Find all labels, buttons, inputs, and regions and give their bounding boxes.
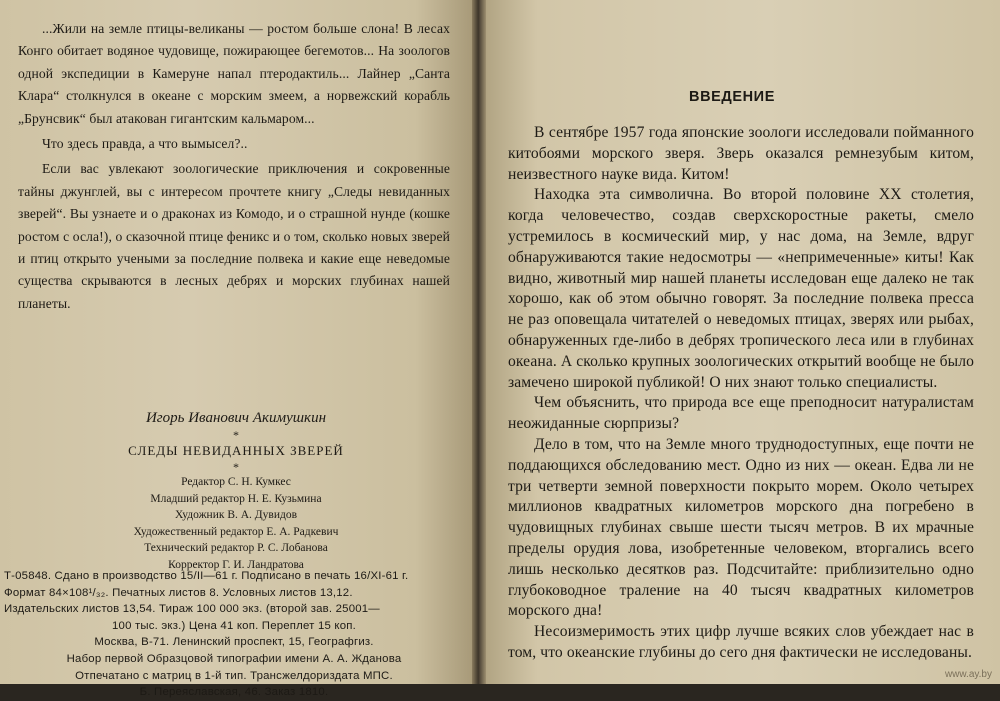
- intro-paragraph: Находка эта символична. Во второй половине XX столетия, когда человечество, создав сверхскоростные ракеты, смело устремилось в космический мир, у нас дома, на Земле, вдруг обнаруживаются такие недосмотры — «непримеченные» киты! Как видно, животный мир нашей планеты исследован еще далеко не так хорошо, как об этом обычно говорят. За последние полвека пресса не раз оповещала читателей о неведомых птицах, зверях или рыбах, обнаруженных где-либо в дебрях тропического леса или в глубинах океана. А сколько крупных зоологических открытий вообще не было замечено широкой публикой! О них знают только специалисты.: [508, 186, 974, 391]
- blurb-paragraph: Что здесь правда, а что вымысел?..: [42, 136, 248, 152]
- staff-credit: Корректор Г. И. Ландратова: [168, 558, 304, 571]
- colophon: [0, 408, 472, 573]
- imprint: [0, 568, 472, 701]
- intro-paragraph: Дело в том, что на Земле много труднодоступных, еще почти не поддающихся обследованию мест. Одно из них — океан. Едва ли не три четверти земной поверхности покрыто морем. Около четырех миллионов квадратных километров морского дна погребено в чудовищных глубинах свыше шести тысяч метров. В их мрачные пределы орудия лова, изобретенные человеком, вторгались всего лишь несколько десятков раз. Подсчитайте: приблизительно одно глубоководное траление на 40 тысяч квадратных километров морского дна!: [508, 435, 974, 620]
- staff-credit: Художник В. А. Дувидов: [174, 509, 298, 521]
- imprint-line: Формат 84×108¹/₃₂. Печатных листов 8. Условных листов 13,12.: [4, 586, 353, 599]
- introduction-text: [508, 123, 974, 664]
- imprint-line: Издательских листов 13,54. Тираж 100 000 экз. (второй зав. 25001—: [4, 603, 380, 616]
- separator-star: *: [233, 428, 239, 442]
- intro-paragraph: Чем объяснить, что природа все еще преподносит натуралистам неожиданные сюрпризы?: [508, 394, 974, 433]
- imprint-line: Отпечатано с матриц в 1-й тип. Трансжелдориздата МПС.: [75, 669, 393, 682]
- imprint-line: Москва, В-71. Ленинский проспект, 15, Географгиз.: [94, 636, 374, 649]
- author-name: Игорь Иванович Акимушкин: [145, 410, 327, 426]
- imprint-line: Т-05848. Сдано в производство 15/II—61 г. Подписано в печать 16/XI-61 г.: [4, 570, 409, 582]
- blurb-paragraph: ...Жили на земле птицы-великаны — ростом больше слона! В лесах Конго обитает водяное чудовище, пожирающее бегемотов... На зоологов одной экспедиции в Камеруне напал птеродактиль... Лайнер „Санта Клара“ столкнулся в океане с морским змеем, а норвежский корабль „Брунсвик“ был атакован гигантским кальмаром...: [18, 21, 450, 126]
- watermark: www.ay.by: [944, 669, 992, 680]
- intro-paragraph: В сентябре 1957 года японские зоологи исследовали пойманного китобоями морского зверя. Зверь оказался ремнезубым китом, неизвестного науке вида. Китом!: [508, 124, 974, 183]
- imprint-line: Б. Переяславская, 46. Заказ 1810.: [139, 686, 329, 699]
- staff-credit: Редактор С. Н. Кумкес: [181, 476, 291, 488]
- blurb-paragraph: Если вас увлекают зоологические приключения и сокровенные тайны джунглей, вы с интересом прочтете книгу „Следы невиданных зверей“. Вы узнаете и о драконах из Комодо, и о страшной нунде (кошке ростом с осла!), о сказочной птице феникс и о том, сколько новых зверей и птиц открыто учеными за последние полвека и какие еще неведомые существа скрываются в лесных дебрях и морских глубинах нашей планеты.: [18, 161, 450, 311]
- right-page: [486, 0, 1000, 684]
- imprint-line: Набор первой Образцовой типографии имени А. А. Жданова: [66, 652, 402, 665]
- left-page-blurb: [18, 18, 450, 315]
- staff-credits: [0, 474, 472, 573]
- left-page: [0, 0, 472, 699]
- staff-credit: Художественный редактор Е. А. Радкевич: [133, 525, 339, 538]
- section-heading: ВВЕДЕНИЕ: [689, 89, 775, 105]
- book-gutter: [472, 0, 486, 684]
- separator-star: *: [233, 460, 239, 474]
- intro-paragraph: Несоизмеримость этих цифр лучше всяких слов убеждает нас в том, что океанские глубины до сего дня фактически не исследованы.: [508, 623, 974, 661]
- staff-credit: Технический редактор Р. С. Лобанова: [144, 542, 328, 554]
- book-title: СЛЕДЫ НЕВИДАННЫХ ЗВЕРЕЙ: [128, 443, 344, 458]
- staff-credit: Младший редактор Н. Е. Кузьмина: [150, 492, 322, 505]
- imprint-line: 100 тыс. экз.) Цена 41 коп. Переплет 15 коп.: [112, 619, 356, 632]
